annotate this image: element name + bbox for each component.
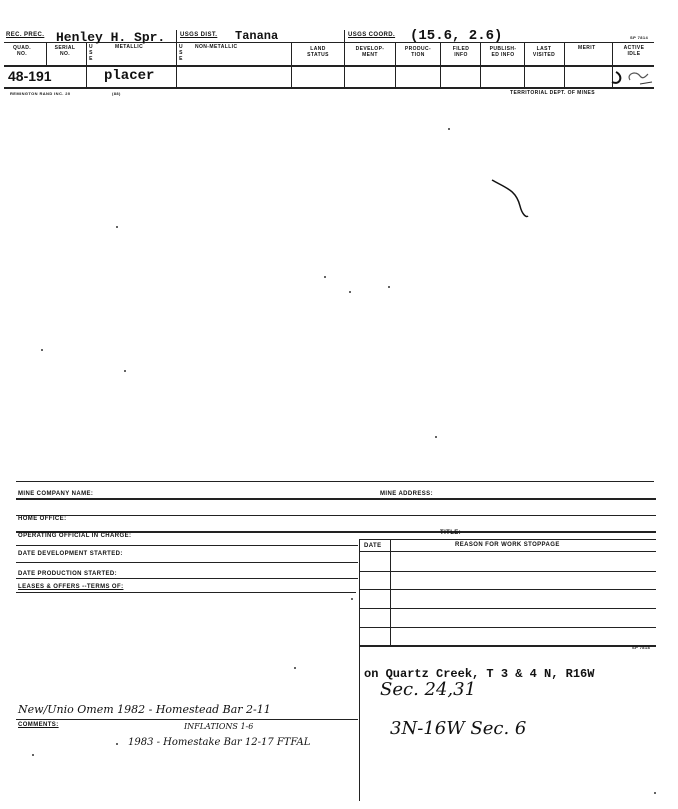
typed-location: on Quartz Creek, T 3 & 4 N, R16W bbox=[364, 667, 595, 681]
rule bbox=[16, 562, 358, 563]
form-number-bottom: SP 7818 bbox=[632, 645, 651, 650]
title-label: TITLE: bbox=[440, 530, 462, 536]
table-left-edge bbox=[359, 539, 360, 801]
col-active-idle: ACTIVE IDLE bbox=[623, 45, 645, 57]
col-divider bbox=[176, 30, 177, 88]
header-row-rule bbox=[4, 65, 654, 67]
col-last-visited: LAST VISITED bbox=[532, 46, 556, 58]
usgs-dist-value: Tanana bbox=[235, 29, 279, 43]
rec-prec-label: REC. PREC. bbox=[6, 32, 45, 38]
speck bbox=[351, 598, 353, 600]
col-divider bbox=[86, 43, 87, 88]
col-development: DEVELOP- MENT bbox=[355, 46, 385, 58]
usgs-dist-label: USGS DIST. bbox=[180, 32, 218, 38]
reason-column-header: REASON FOR WORK STOPPAGE bbox=[455, 542, 560, 548]
operating-official-label: OPERATING OFFICIAL IN CHARGE: bbox=[18, 533, 132, 539]
table-date-divider bbox=[390, 539, 391, 645]
usgs-coord-value: (15.6, 2.6) bbox=[410, 28, 503, 44]
speck bbox=[41, 349, 43, 351]
col-divider bbox=[395, 43, 396, 88]
rule bbox=[16, 592, 356, 593]
dev-started-label: DATE DEVELOPMENT STARTED: bbox=[18, 551, 123, 557]
speck bbox=[124, 370, 126, 372]
rec-prec-value: Henley H. Spr. bbox=[56, 30, 166, 45]
table-rule bbox=[359, 589, 656, 590]
stray-curve-mark bbox=[486, 176, 536, 222]
table-rule bbox=[359, 627, 656, 628]
speck bbox=[324, 276, 326, 278]
col-non-metallic: NON-METALLIC bbox=[195, 44, 238, 50]
speck bbox=[32, 754, 34, 756]
rule bbox=[16, 498, 656, 500]
table-rule bbox=[359, 571, 656, 572]
printer-line: REMINGTON RAND INC. 20 bbox=[10, 91, 71, 96]
col-filed-info: FILED INFO bbox=[452, 46, 470, 58]
col-use: U S E bbox=[88, 44, 93, 62]
col-divider bbox=[440, 43, 441, 88]
table-rule bbox=[359, 539, 656, 540]
usgs-coord-label: USGS COORD. bbox=[348, 32, 396, 38]
col-divider bbox=[524, 43, 525, 88]
rule bbox=[16, 515, 656, 516]
bottom-rule bbox=[4, 87, 654, 89]
table-rule bbox=[359, 551, 656, 552]
col-quad: QUAD. NO. bbox=[12, 45, 32, 57]
handwritten-comment-line-2: INFLATIONS 1-6 bbox=[184, 722, 254, 731]
mine-address-label: MINE ADDRESS: bbox=[380, 491, 433, 497]
speck bbox=[294, 667, 296, 669]
table-rule bbox=[359, 645, 656, 647]
col-metallic: METALLIC bbox=[115, 44, 144, 50]
handwritten-township: 3N-16W Sec. 6 bbox=[390, 718, 527, 739]
speck bbox=[388, 286, 390, 288]
date-column-header: DATE bbox=[364, 543, 382, 549]
quad-serial-value: 48-191 bbox=[8, 68, 52, 84]
col-divider bbox=[564, 43, 565, 88]
dept-label: TERRITORIAL DEPT. OF MINES bbox=[510, 90, 595, 96]
metallic-value: placer bbox=[104, 68, 155, 84]
col-merit: MERIT bbox=[578, 45, 596, 51]
handwritten-comment-line-3: 1983 - Homestake Bar 12-17 FTFAL bbox=[128, 737, 311, 748]
table-rule bbox=[359, 608, 656, 609]
comments-label: COMMENTS: bbox=[18, 722, 59, 728]
rule bbox=[16, 481, 654, 482]
col-divider bbox=[480, 43, 481, 88]
leases-label: LEASES & OFFERS --TERMS OF: bbox=[18, 584, 124, 590]
rule bbox=[16, 545, 358, 546]
handwritten-section: Sec. 24,31 bbox=[380, 679, 477, 700]
handwritten-comment-line-1: New/Unio Omem 1982 - Homestead Bar 2-11 bbox=[18, 703, 271, 716]
col-use-2: U S E bbox=[178, 44, 183, 62]
mine-company-label: MINE COMPANY NAME: bbox=[18, 491, 94, 497]
speck bbox=[349, 291, 351, 293]
speck bbox=[448, 128, 450, 130]
speck bbox=[116, 226, 118, 228]
col-divider bbox=[344, 30, 345, 88]
form-number: SP 7814 bbox=[630, 35, 649, 40]
col-production: PRODUC- TION bbox=[404, 46, 432, 58]
col-serial: SERIAL NO. bbox=[54, 45, 76, 57]
merit-mark bbox=[600, 66, 654, 88]
comments-rule bbox=[16, 719, 358, 720]
col-published-info: PUBLISH- ED INFO bbox=[489, 46, 517, 58]
speck bbox=[654, 792, 656, 794]
rule bbox=[16, 578, 358, 579]
col-land-status: LAND STATUS bbox=[307, 46, 329, 58]
col-divider bbox=[291, 43, 292, 88]
prod-started-label: DATE PRODUCTION STARTED: bbox=[18, 571, 118, 577]
speck bbox=[116, 743, 118, 745]
printer-code: (88) bbox=[112, 91, 121, 96]
speck bbox=[435, 436, 437, 438]
home-office-label: HOME OFFICE: bbox=[18, 516, 67, 522]
